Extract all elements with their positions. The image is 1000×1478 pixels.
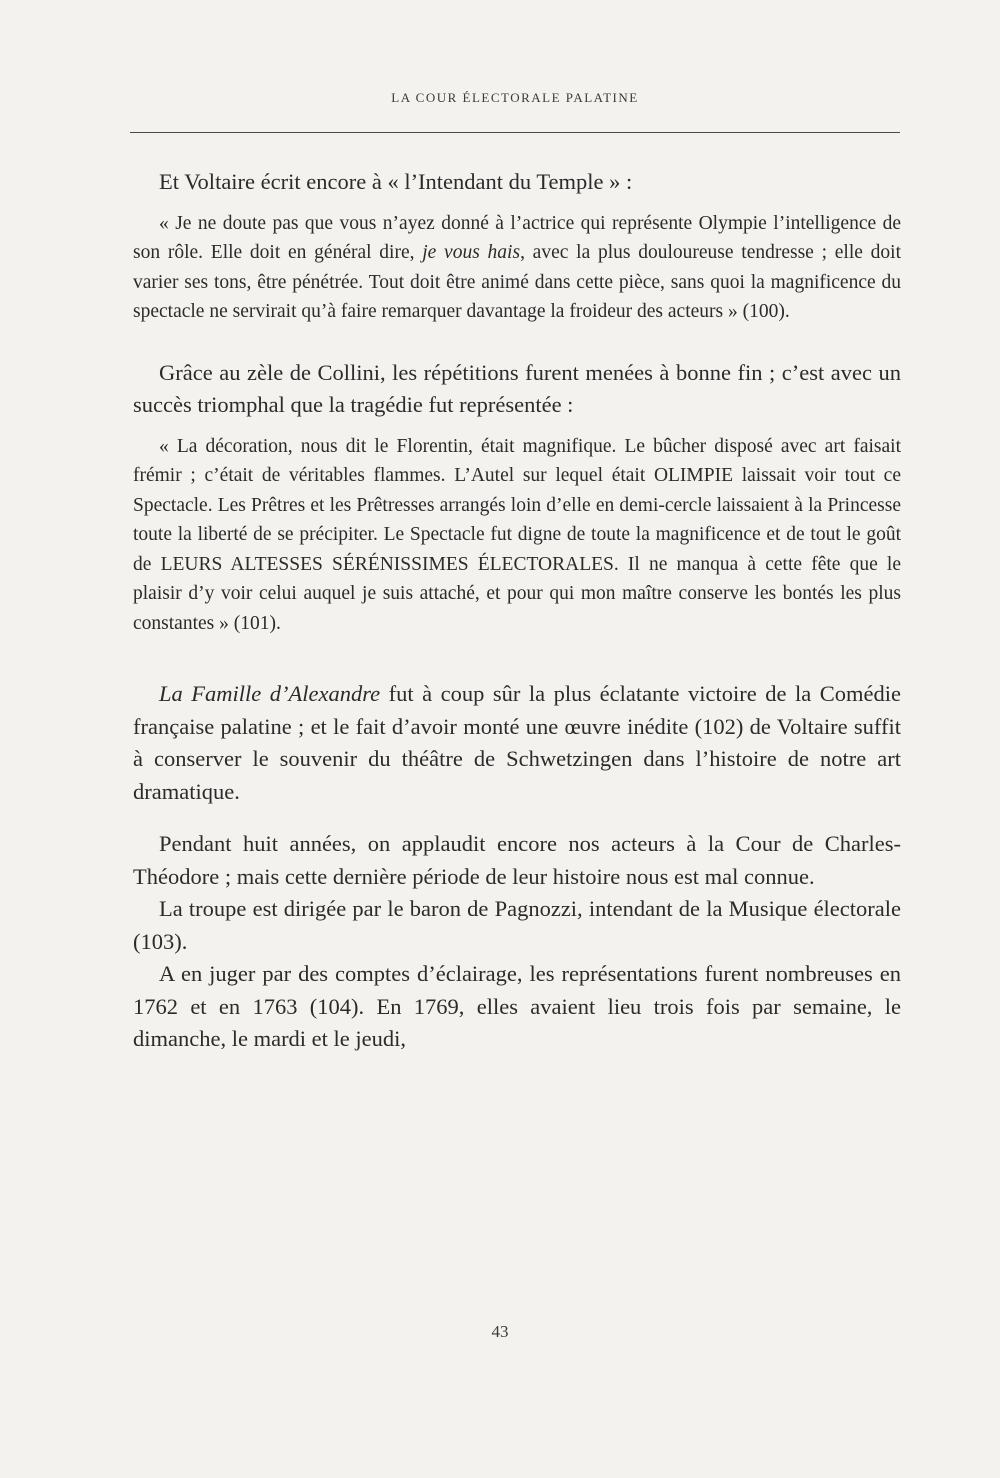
work-title: La Famille d’Alexandre — [159, 681, 381, 706]
quote-text-end: , avec la plus douloureuse tendresse ; elle doit varier ses tons, être pénétrée. Tout doit être animé dans cette pièce, sans quoi la magnificence du spectacle ne servirait qu’à faire remarquer davantage la froideur des acteurs » (100). — [133, 242, 901, 322]
header-rule — [130, 132, 900, 133]
paragraph-comptes — [133, 958, 901, 1056]
paragraph-text: La troupe est dirigée par le baron de Pagnozzi, intendant de la Musique électorale (103). — [133, 896, 901, 954]
paragraph-troupe — [133, 893, 901, 958]
page-number: 43 — [491, 1322, 509, 1341]
paragraph-intro — [133, 166, 901, 199]
paragraph-text: Grâce au zèle de Collini, les répétitions furent menées à bonne fin ; c’est avec un succès triomphal que la tragédie fut représentée : — [133, 359, 901, 417]
page-body — [133, 166, 901, 1056]
quote-florentin — [133, 432, 901, 639]
paragraph-text: fut à coup sûr la plus éclatante victoire de la Comédie française palatine ; et le fait d’avoir monté une œuvre inédite (102) de Voltaire suffit à conserver le souvenir du théâtre de Schwetzingen dans l’histoire de notre art dramatique. — [133, 681, 901, 804]
quote-voltaire — [133, 209, 901, 327]
paragraph-famille — [133, 678, 901, 808]
paragraph-text: Pendant huit années, on applaudit encore nos acteurs à la Cour de Charles-Théodore ; mais cette dernière période de leur histoire nous est mal connue. — [133, 831, 901, 889]
quote-text: « Je ne doute pas que vous n’ayez donné à l’actrice qui représente Olympie l’intelligence de son rôle. Elle doit en général dire, — [133, 212, 901, 263]
quote-text: « La décoration, nous dit le Florentin, était magnifique. Le bûcher disposé avec art faisait frémir ; c’était de véritables flammes. L’Autel sur lequel était OLIMPIE laissait voir tout ce Spectacle. Les Prêtres et les Prêtresses arrangés loin d’elle en demi-cercle laissaient à la Princesse toute la liberté de se précipiter. Le Spectacle fut digne de toute la magnificence et de tout le goût de LEURS ALTESSES SÉRÉNISSIMES ÉLECTORALES. Il ne manqua à cette fête que le plaisir d’y voir celui auquel je suis attaché, et pour qui mon maître conserve les bontés les plus constantes » (101). — [133, 435, 901, 634]
paragraph-collini — [133, 357, 901, 422]
running-header: LA COUR ÉLECTORALE PALATINE — [391, 90, 639, 105]
paragraph-pendant — [133, 828, 901, 893]
paragraph-text: Et Voltaire écrit encore à « l’Intendant du Temple » : — [159, 169, 633, 194]
paragraph-text: A en juger par des comptes d’éclairage, les représentations furent nombreuses en 1762 et en 1763 (104). En 1769, elles avaient lieu trois fois par semaine, le dimanche, le mardi et le jeudi, — [133, 961, 901, 1051]
quote-emphasis: je vous hais — [422, 242, 521, 263]
